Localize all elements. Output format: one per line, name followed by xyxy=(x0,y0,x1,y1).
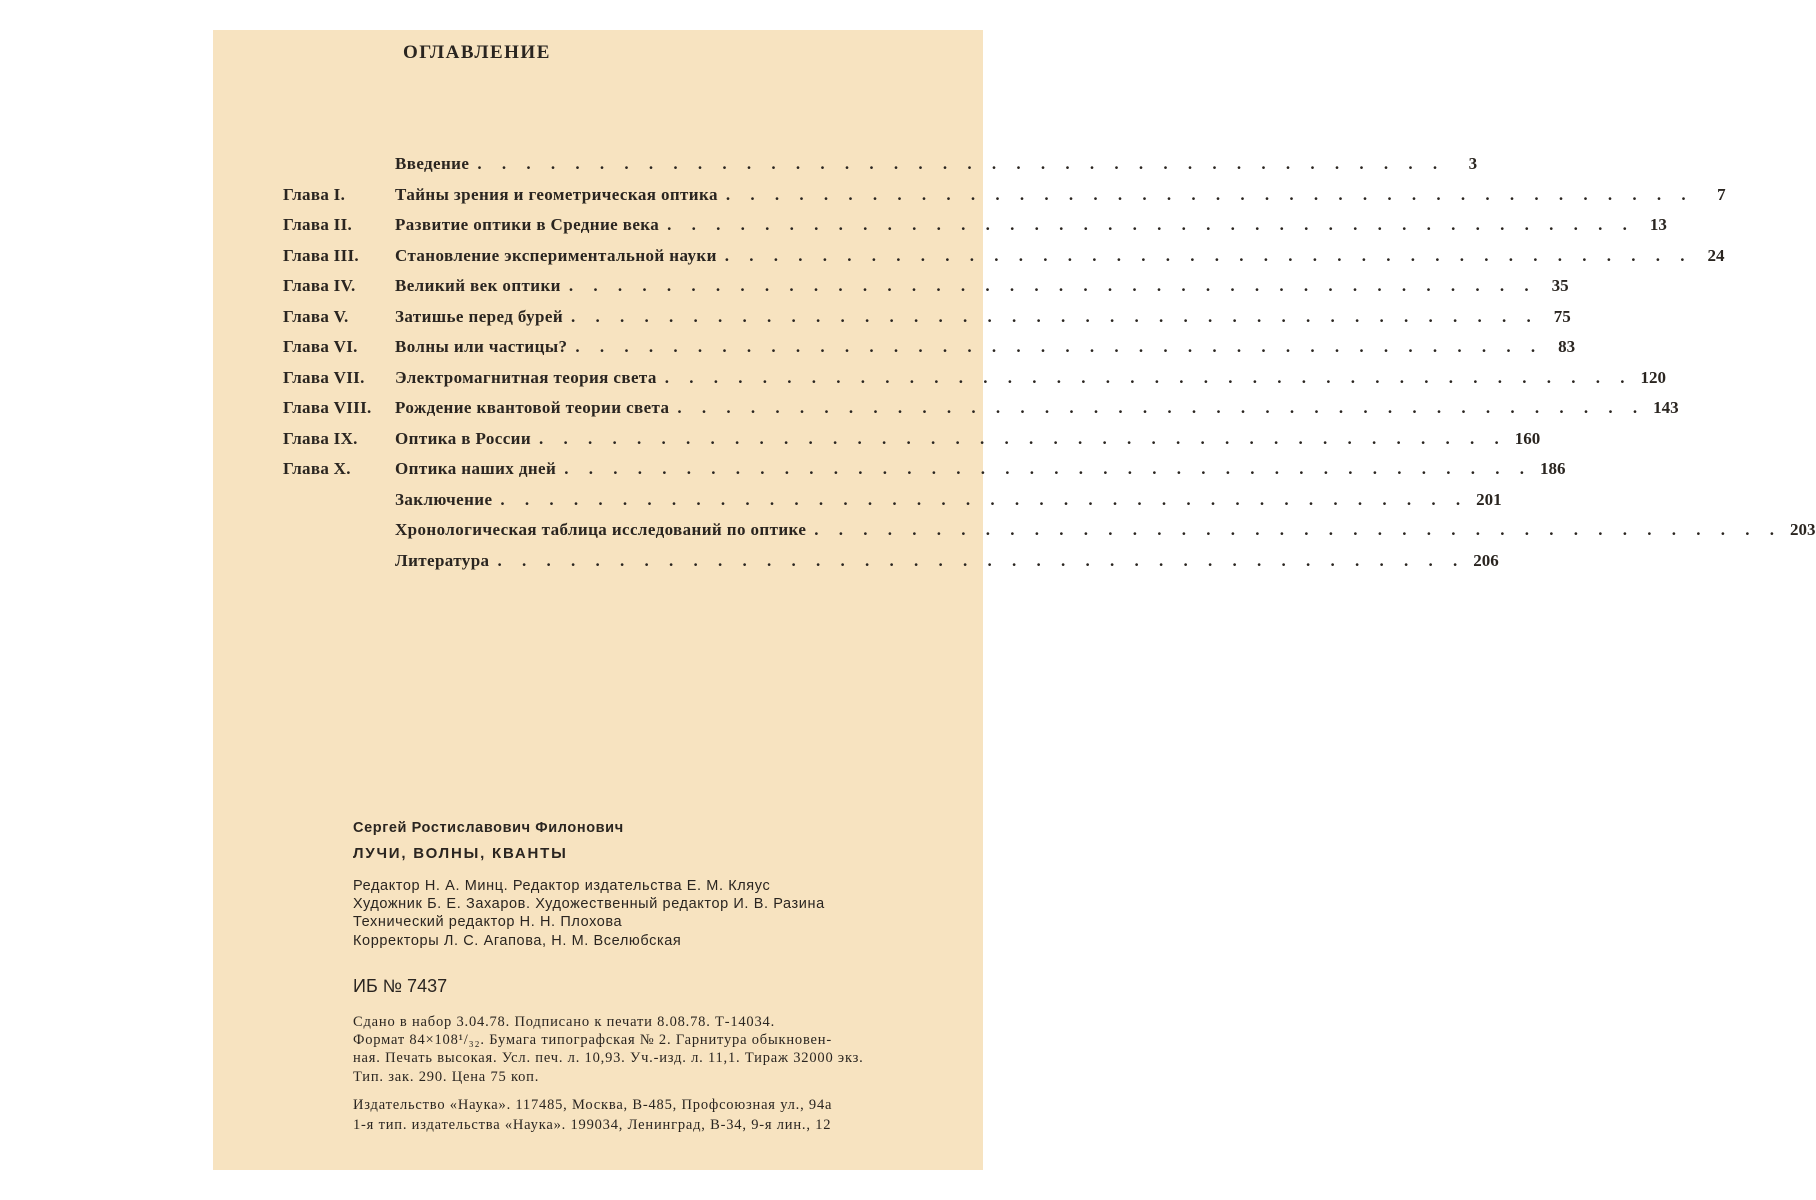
editor-line: Технический редактор Н. Н. Плохова xyxy=(353,914,623,930)
chapter-label: Глава III. xyxy=(283,245,359,265)
toc-entry xyxy=(283,215,1667,245)
dot-leader: . . . . . . . . . . . . . . . . . . . . . . . . . . . . . . . . . . . . . . . . xyxy=(568,276,1537,295)
entry-title: Великий век оптики xyxy=(395,276,561,295)
dot-leader: . . . . . . . . . . . . . . . . . . . . . . . . . . . . . . . . . . . . . . . . xyxy=(539,428,1507,448)
page-number: 160 xyxy=(1514,428,1541,448)
page-number: 186 xyxy=(1539,459,1566,478)
dot-leader: . . . . . . . . . . . . . . . . . . . . . . . . . . . . . . . . . . . . . . . . xyxy=(571,306,1539,326)
page-number: 75 xyxy=(1553,306,1571,326)
page-number: 3 xyxy=(1468,154,1478,173)
dot-leader: . . . . . . . . . . . . . . . . . . . . . . . . . . . . . . . . . . . . . . . . xyxy=(477,154,1446,173)
entry-title: Оптика наших дней xyxy=(395,459,557,478)
ib-number: ИБ № 7437 xyxy=(353,976,448,996)
entry-title: Литература xyxy=(395,550,490,570)
page-number: 203 xyxy=(1790,520,1816,539)
page-number: 7 xyxy=(1717,184,1726,204)
chapter-label: Глава VII. xyxy=(283,367,365,387)
page-number: 201 xyxy=(1476,489,1502,509)
page-number: 143 xyxy=(1653,398,1679,417)
entry-title: Развитие оптики в Средние века xyxy=(395,215,660,234)
chapter-label: Глава VIII. xyxy=(283,398,372,417)
dot-leader: . . . . . . . . . . . . . . . . . . . . . . . . . . . . . . . . . . . . . . . . xyxy=(497,550,1466,570)
chapter-label: Глава V. xyxy=(283,306,349,326)
toc-entry xyxy=(283,398,1679,428)
chapter-label: Глава I. xyxy=(283,184,346,204)
entry-title: Волны или частицы? xyxy=(395,337,568,356)
entry-title: Введение xyxy=(395,154,470,173)
page-number: 24 xyxy=(1707,245,1725,265)
entry-title: Становление экспериментальной науки xyxy=(395,245,717,265)
toc-entry xyxy=(283,306,1571,337)
book-title: ЛУЧИ, ВОЛНЫ, КВАНТЫ xyxy=(353,845,568,862)
print-detail-line: ная. Печать высокая. Усл. печ. л. 10,93. Уч.-изд. л. 11,1. Тираж 32000 экз. xyxy=(353,1050,864,1066)
dot-leader: . . . . . . . . . . . . . . . . . . . . . . . . . . . . . . . . . . . . . . . . xyxy=(564,459,1532,478)
print-detail-line: Тип. зак. 290. Цена 75 коп. xyxy=(353,1069,540,1085)
dot-leader: . . . . . . . . . . . . . . . . . . . . . . . . . . . . . . . . . . . . . . . . xyxy=(724,245,1693,265)
print-detail-line: Формат 84×108¹/₃₂. Бумага типографская № 2. Гарнитура обыкновен- xyxy=(353,1032,832,1048)
toc-entry xyxy=(283,520,1816,550)
dot-leader: . . . . . . . . . . . . . . . . . . . . . . . . . . . . . . . . . . . . . . . . xyxy=(725,184,1694,204)
toc-entry xyxy=(283,367,1667,398)
dot-leader: . . . . . . . . . . . . . . . . . . . . . . . . . . . . . . . . . . . . . . . . xyxy=(500,489,1469,509)
dot-leader: . . . . . . . . . . . . . . . . . . . . . . . . . . . . . . . . . . . . . . . . xyxy=(814,520,1783,539)
toc-entry xyxy=(283,245,1725,276)
toc-entry xyxy=(283,154,1478,184)
page-number: 120 xyxy=(1640,367,1667,387)
editor-line: Художник Б. Е. Захаров. Художественный редактор И. В. Разина xyxy=(353,896,825,912)
page-number: 83 xyxy=(1558,337,1576,356)
dot-leader: . . . . . . . . . . . . . . . . . . . . . . . . . . . . . . . . . . . . . . . . xyxy=(677,398,1646,417)
editor-line: Редактор Н. А. Минц. Редактор издательства Е. М. Кляус xyxy=(353,878,771,894)
toc-heading: ОГЛАВЛЕНИЕ xyxy=(403,42,551,63)
entry-title: Оптика в России xyxy=(395,428,532,448)
publisher-line: 1-я тип. издательства «Наука». 199034, Ленинград, В-34, 9-я лин., 12 xyxy=(353,1117,832,1133)
chapter-label: Глава IX. xyxy=(283,428,358,448)
toc-entry xyxy=(283,550,1499,581)
author-name: Сергей Ростиславович Филонович xyxy=(353,820,624,836)
entry-title: Тайны зрения и геометрическая оптика xyxy=(395,184,718,204)
dot-leader: . . . . . . . . . . . . . . . . . . . . . . . . . . . . . . . . . . . . . . . . xyxy=(575,337,1544,356)
book-page xyxy=(213,30,1816,1170)
toc-entry xyxy=(283,459,1566,489)
page-number: 13 xyxy=(1649,215,1667,234)
entry-title: Электромагнитная теория света xyxy=(395,367,657,387)
toc-entry xyxy=(283,337,1576,367)
entry-title: Заключение xyxy=(395,489,493,509)
entry-title: Рождение квантовой теории света xyxy=(395,398,670,417)
chapter-label: Глава X. xyxy=(283,459,351,478)
toc-entry xyxy=(283,276,1569,306)
entry-title: Затишье перед бурей xyxy=(395,306,564,326)
page-number: 35 xyxy=(1551,276,1569,295)
editor-line: Корректоры Л. С. Агапова, Н. М. Вселюбская xyxy=(353,933,682,949)
dot-leader: . . . . . . . . . . . . . . . . . . . . . . . . . . . . . . . . . . . . . . . . xyxy=(667,215,1635,234)
dot-leader: . . . . . . . . . . . . . . . . . . . . . . . . . . . . . . . . . . . . . . . . xyxy=(664,367,1633,387)
entry-title: Хронологическая таблица исследований по оптике xyxy=(395,520,807,539)
publisher-line: Издательство «Наука». 117485, Москва, В-485, Профсоюзная ул., 94а xyxy=(353,1097,833,1113)
chapter-label: Глава II. xyxy=(283,215,353,234)
toc-entry xyxy=(283,489,1502,520)
toc-entry xyxy=(283,184,1726,215)
print-detail-line: Сдано в набор 3.04.78. Подписано к печати 8.08.78. Т-14034. xyxy=(353,1014,776,1030)
chapter-label: Глава VI. xyxy=(283,337,358,356)
toc-entry xyxy=(283,428,1541,459)
page-number: 206 xyxy=(1473,550,1499,570)
chapter-label: Глава IV. xyxy=(283,276,356,295)
